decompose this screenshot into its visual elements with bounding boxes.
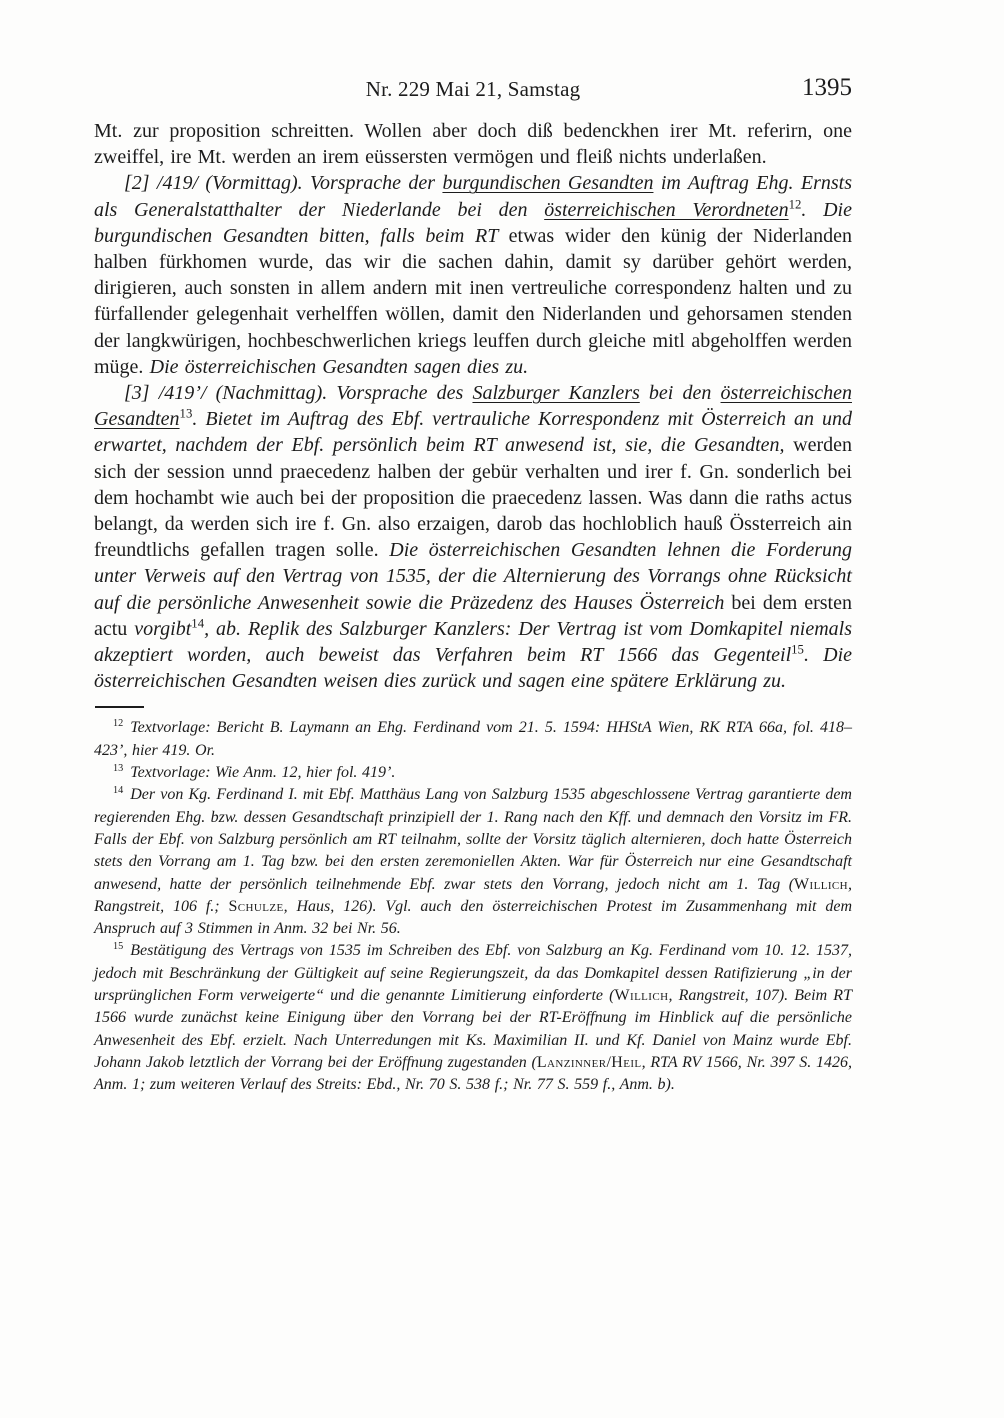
text-run: Willich xyxy=(794,875,848,893)
paragraph xyxy=(94,380,852,694)
text-run: etwas wider den künig der Niderlanden halben fürkhomen wurde, das wir die sachen dahin, damit sy darüber gehört werden, dirigieren, auch sonsten in allem andern mit inen vertreuliche correspondenz halten und zu fürfallender gelegenhait verhelffen wöllen, damit den Niderlanden und gehorsamen stenden der langkwürigen, hochbeschwerlichen kriegs leuffen durch gleiche mitl abgeholffen werden müge. xyxy=(94,224,852,378)
text-run: Salzburger Kanzlers xyxy=(472,382,640,405)
text-run: österreichischen Verordneten xyxy=(544,198,789,221)
body-text xyxy=(94,118,852,694)
text-run: burgundischen Gesandten xyxy=(442,172,654,195)
footnote-number: 14 xyxy=(113,785,124,797)
footnote-reference: 14 xyxy=(191,616,205,631)
text-run: österreichischen Gesandten xyxy=(94,382,852,431)
text-run: bei den xyxy=(639,382,721,405)
text-run: [2] /419/ (Vormittag). Vorsprache der xyxy=(124,172,443,195)
text-run: Mt. zur proposition schreitten. Wollen aber doch diß bedenckhen irer Mt. referirn, one zweiffel, ire Mt. werden an irem eüssersten vermögen und fleiß nichts underlaßen. xyxy=(94,120,852,169)
text-run: , Rangstreit, 107). Beim RT 1566 wurde zunächst keine Einigung über den Vorrang bei der RT-Eröffnung im Hinblick auf die persönliche Anwesenheit des Ebf. erzielt. Nach Unterredungen mit Ks. Maximilian II. und Kf. Daniel von Mainz wurde Ebf. Johann Jakob letztlich der Vorrang bei der Eröffnung zugestanden ( xyxy=(94,987,852,1071)
running-header-title: Nr. 229 Mai 21, Samstag xyxy=(365,77,581,101)
text-run: , Haus, 126). Vgl. auch den österreichischen Protest im Zusammenhang mit dem Anspruch auf 3 Stimmen in Anm. 32 bei Nr. 56. xyxy=(94,897,852,938)
footnote-separator-rule xyxy=(95,706,144,708)
text-run: Der von Kg. Ferdinand I. mit Ebf. Matthäus Lang von Salzburg 1535 abgeschlossene Vertrag garantierte dem regierenden Ehg. bzw. dessen Gesandtschaft prinzipiell der 1. Rang nach den Kff. und demnach den Vorsitz im FR. Falls der Ebf. von Salzburg persönlich am RT teilnahm, sollte der Vorsitz täglich alternieren, doch hatte Österreich stets den Vorrang am 1. Tag bzw. bei den ersten zeremoniellen Akten. War für Österreich nur eine Gesandtschaft anwesend, hatte der persönlich teilnehmende Ebf. zwar stets den Vorrang, jedoch nicht am 1. Tag ( xyxy=(94,786,852,893)
text-run: Die österreichischen Gesandten lehnen die Forderung unter Verweis auf den Vertrag von 1535, der die Alternierung des Vorrangs ohne Rücksicht auf die persönliche Anwesenheit sowie die Präzedenz des Hauses Österreich xyxy=(94,539,852,614)
text-run: vorgibt xyxy=(134,617,192,640)
footnote-reference: 15 xyxy=(791,642,804,657)
text-run: Die österreichischen Gesandten sagen dies zu. xyxy=(149,355,529,378)
text-run: Schulze xyxy=(228,897,284,915)
text-run: bei dem ersten actu xyxy=(94,591,852,640)
text-run: Textvorlage: Bericht B. Laymann an Ehg. Ferdinand vom 21. 5. 1594: HHStA Wien, RK RTA 66a, fol. 418–423’, hier 419. Or. xyxy=(94,719,852,759)
paragraph xyxy=(94,118,852,170)
text-run: . Bietet im Auftrag des Ebf. vertrauliche Korrespondenz mit Österreich an und erwartet, nachdem der Ebf. persönlich beim RT anwesend ist, sie, die Gesandten, xyxy=(94,408,852,457)
text-run: Bestätigung des Vertrags von 1535 im Schreiben des Ebf. von Salzburg an Kg. Ferdinand vom 10. 12. 1537, jedoch mit Beschränkung der Gültigkeit auf seine Regierungszeit, da das Domkapitel dessen Ratifizierung „in der ursprünglichen Form verweigerte“ und die genannte Limitierung einforderte ( xyxy=(94,942,852,1005)
footnotes xyxy=(94,717,852,1096)
footnote-item xyxy=(94,762,852,784)
text-block xyxy=(94,0,852,1097)
text-run: . Die österreichischen Gesandten weisen dies zurück und sagen eine spätere Erklärung zu. xyxy=(94,644,852,693)
text-run: , RTA RV 1566, Nr. 397 S. 1426, Anm. 1; zum weiteren Verlauf des Streits: Ebd., Nr. 70 S. 538 f.; Nr. 77 S. 559 f., Anm. b). xyxy=(94,1053,853,1094)
footnote-number: 12 xyxy=(113,718,124,730)
paragraph xyxy=(94,170,852,380)
footnote-item xyxy=(94,784,852,940)
footnote-reference: 12 xyxy=(788,196,802,211)
footnote-item xyxy=(94,940,852,1096)
text-run: [3] /419’/ (Nachmittag). Vorsprache des xyxy=(124,382,473,405)
text-run: , ab. Replik des Salzburger Kanzlers: Der Vertrag ist vom Domkapitel niemals akzeptiert worden, auch beweist das Verfahren beim RT 1566 das Gegenteil xyxy=(94,617,852,667)
footnote-reference: 13 xyxy=(179,406,193,421)
text-run: . Die burgundischen Gesandten bitten, falls beim RT xyxy=(94,198,852,247)
footnote-number: 13 xyxy=(113,762,124,774)
footnote-item xyxy=(94,717,852,762)
running-header xyxy=(94,74,852,109)
footnote-number: 15 xyxy=(113,941,124,953)
text-run: , Rangstreit, 106 f.; xyxy=(94,875,852,915)
text-run: Textvorlage: Wie Anm. 12, hier fol. 419’. xyxy=(130,764,396,782)
text-run: im Auftrag Ehg. Ernsts als Generalstatthalter der Niederlande bei den xyxy=(94,172,852,221)
page-number: 1395 xyxy=(802,74,852,101)
text-run: Willich xyxy=(614,987,669,1005)
text-run: Lanzinner/Heil xyxy=(536,1053,642,1071)
text-run: werden sich der session unnd praecedenz halben der gebür verhalten und irer f. Gn. sonderlich bei dem hochambt wie auch bei der proposition die praecedenz lassen. Was dann die raths actus belangt, da werden sich ire f. Gn. also erzaigen, darob das hochloblich hauß Össterreich ain freundtlichs gefallen tragen solle. xyxy=(94,434,852,562)
